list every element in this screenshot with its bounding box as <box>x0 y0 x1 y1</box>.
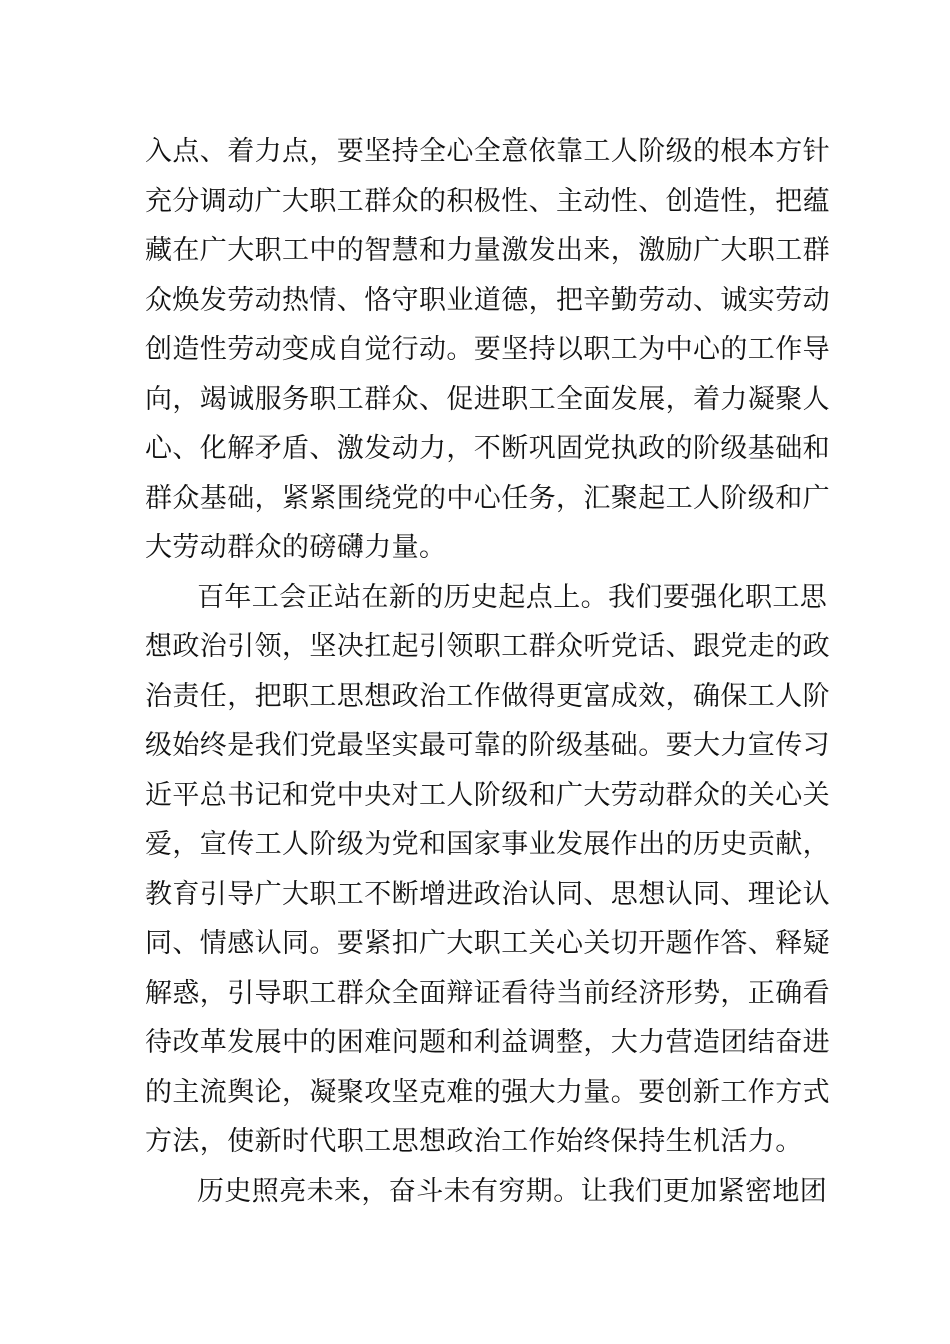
text-line: 方法，使新时代职工思想政治工作始终保持生机活力。 <box>145 1126 803 1157</box>
text-line: 级始终是我们党最坚实最可靠的阶级基础。要大力宣传习 <box>145 730 830 761</box>
text-line: 藏在广大职工中的智慧和力量激发出来，激励广大职工群 <box>145 235 830 266</box>
text-line: 想政治引领，坚决扛起引领职工群众听党话、跟党走的政 <box>145 631 830 662</box>
text-line: 爱，宣传工人阶级为党和国家事业发展作出的历史贡献， <box>145 829 830 860</box>
text-line: 众焕发劳动热情、恪守职业道德，把辛勤劳动、诚实劳动 <box>145 284 830 316</box>
paragraph-2 <box>145 573 830 1167</box>
text-line-indented: 百年工会正站在新的历史起点上。我们要强化职工思 <box>197 581 828 613</box>
text-line: 的主流舆论，凝聚攻坚克难的强大力量。要创新工作方式 <box>145 1076 830 1108</box>
text-line-indented: 历史照亮未来，奋斗未有穷期。让我们更加紧密地团 <box>197 1175 828 1207</box>
text-line: 同、情感认同。要紧扣广大职工关心关切开题作答、释疑 <box>145 928 830 959</box>
paragraph-3 <box>145 1167 828 1217</box>
text-line: 充分调动广大职工群众的积极性、主动性、创造性，把蕴 <box>145 185 830 217</box>
text-line: 心、化解矛盾、激发动力，不断巩固党执政的阶级基础和 <box>145 433 830 464</box>
text-line: 创造性劳动变成自觉行动。要坚持以职工为中心的工作导 <box>145 334 830 365</box>
text-line: 向，竭诚服务职工群众、促进职工全面发展，着力凝聚人 <box>145 383 830 415</box>
text-line: 近平总书记和党中央对工人阶级和广大劳动群众的关心关 <box>145 779 830 811</box>
text-line: 解惑，引导职工群众全面辩证看待当前经济形势，正确看 <box>145 977 830 1009</box>
text-line: 大劳动群众的磅礴力量。 <box>145 532 447 563</box>
body-text <box>145 127 830 1216</box>
paragraph-1 <box>145 127 830 573</box>
text-line: 教育引导广大职工不断增进政治认同、思想认同、理论认 <box>145 878 830 910</box>
text-line: 治责任，把职工思想政治工作做得更富成效，确保工人阶 <box>145 680 830 712</box>
text-line: 入点、着力点，要坚持全心全意依靠工人阶级的根本方针 <box>145 136 830 167</box>
text-line: 群众基础，紧紧围绕党的中心任务，汇聚起工人阶级和广 <box>145 482 830 514</box>
text-line: 待改革发展中的困难问题和利益调整，大力营造团结奋进 <box>145 1027 830 1058</box>
